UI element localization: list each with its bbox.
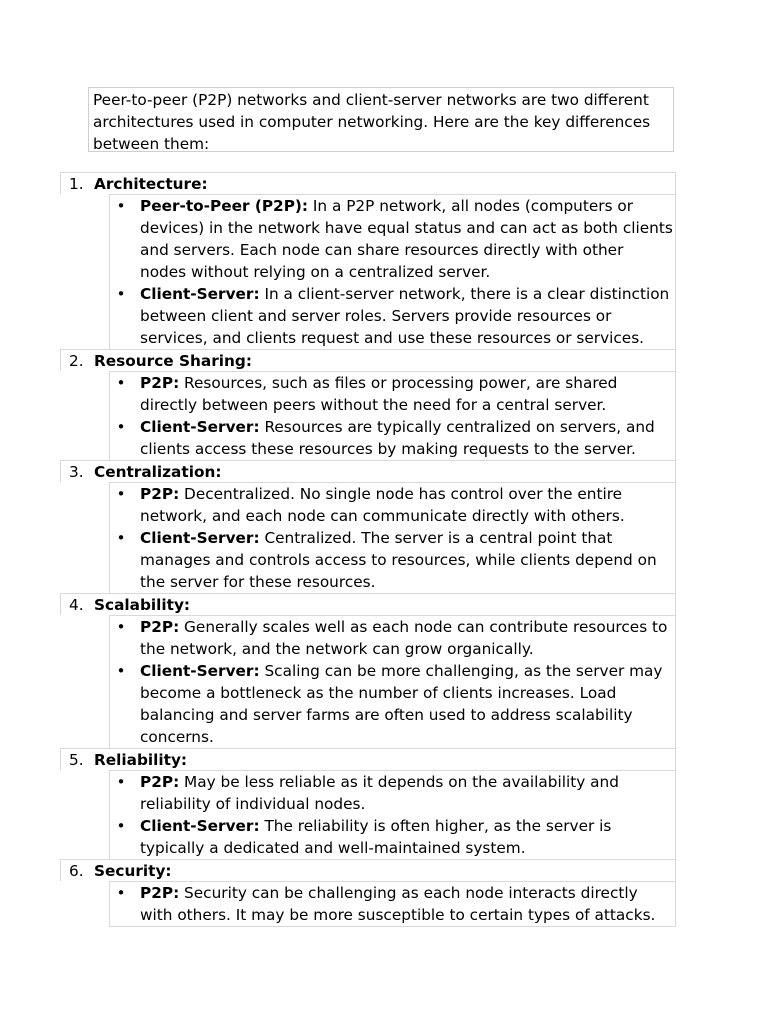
bullet-dot-icon: • [116,485,126,503]
bullet-text: Decentralized. No single node has control over the entire network, and each node can communicate directly with others. [140,485,625,525]
section-heading [60,748,676,770]
bullet-dot-icon: • [116,374,126,392]
bullet-text: Generally scales well as each node can contribute resources to the network, and the network can grow organically. [140,618,668,658]
section-number: 1. [69,175,84,193]
bullet-label: Client-Server: [140,529,260,547]
bullet-label: Client-Server: [140,285,260,303]
bullet-label: Peer-to-Peer (P2P): [140,197,309,215]
bullet-item [110,616,675,660]
bullet-item [110,882,675,926]
bullet-dot-icon: • [116,285,126,303]
bullet-label: P2P: [140,618,180,636]
bullet-label: Client-Server: [140,418,260,436]
bullet-item [110,283,675,349]
section-heading [60,460,676,482]
bullet-label: Client-Server: [140,817,260,835]
bullet-text: Centralized. The server is a central point that manages and controls access to resources, while clients depend on the server for these resources. [140,529,657,591]
bullet-list [109,194,676,349]
bullet-dot-icon: • [116,773,126,791]
section-number: 3. [69,463,84,481]
section-heading [60,172,676,194]
bullet-dot-icon: • [116,817,126,835]
bullet-dot-icon: • [116,884,126,902]
bullet-label: Client-Server: [140,662,260,680]
bullet-label: P2P: [140,773,180,791]
bullet-item [110,372,675,416]
section-item [60,460,676,593]
section-number: 2. [69,352,84,370]
bullet-item [110,527,675,593]
section-heading [60,593,676,615]
bullet-list [109,881,676,927]
bullet-label: P2P: [140,485,180,503]
section-item [60,349,676,460]
section-title: Scalability: [94,596,191,614]
section-number: 4. [69,596,84,614]
bullet-text: May be less reliable as it depends on the availability and reliability of individual nodes. [140,773,619,813]
section-item [60,748,676,859]
section-item [60,172,676,349]
section-item [60,859,676,927]
section-item [60,593,676,748]
bullet-list [109,615,676,748]
bullet-text: Resources are typically centralized on servers, and clients access these resources by making requests to the server. [140,418,655,458]
bullet-dot-icon: • [116,662,126,680]
section-number: 6. [69,862,84,880]
section-number: 5. [69,751,84,769]
bullet-text: Resources, such as files or processing power, are shared directly between peers without the need for a central server. [140,374,618,414]
bullet-label: P2P: [140,374,180,392]
intro-paragraph: Peer-to-peer (P2P) networks and client-server networks are two different architectures used in computer networking. Here are the key differences between them: [88,87,674,152]
bullet-label: P2P: [140,884,180,902]
bullet-list [109,770,676,859]
section-title: Centralization: [94,463,222,481]
bullet-text: In a client-server network, there is a clear distinction between client and server roles. Servers provide resources or services, and clients request and use these resources or services. [140,285,670,347]
bullet-text: In a P2P network, all nodes (computers or devices) in the network have equal status and can act as both clients and servers. Each node can share resources directly with other nodes without relying on a centralized server. [140,197,673,281]
bullet-text: The reliability is often higher, as the server is typically a dedicated and well-maintained system. [140,817,612,857]
bullet-item [110,483,675,527]
bullet-item [110,771,675,815]
bullet-dot-icon: • [116,418,126,436]
bullet-item [110,195,675,283]
bullet-text: Scaling can be more challenging, as the server may become a bottleneck as the number of clients increases. Load balancing and server farms are often used to address scalability concerns. [140,662,663,746]
section-heading [60,349,676,371]
section-title: Resource Sharing: [94,352,252,370]
section-title: Security: [94,862,172,880]
bullet-list [109,371,676,460]
bullet-dot-icon: • [116,529,126,547]
bullet-dot-icon: • [116,618,126,636]
section-title: Reliability: [94,751,188,769]
bullet-item [110,815,675,859]
differences-list [60,172,676,927]
bullet-list [109,482,676,593]
section-heading [60,859,676,881]
bullet-item [110,416,675,460]
bullet-item [110,660,675,748]
bullet-dot-icon: • [116,197,126,215]
bullet-text: Security can be challenging as each node interacts directly with others. It may be more susceptible to certain types of attacks. [140,884,656,924]
section-title: Architecture: [94,175,208,193]
